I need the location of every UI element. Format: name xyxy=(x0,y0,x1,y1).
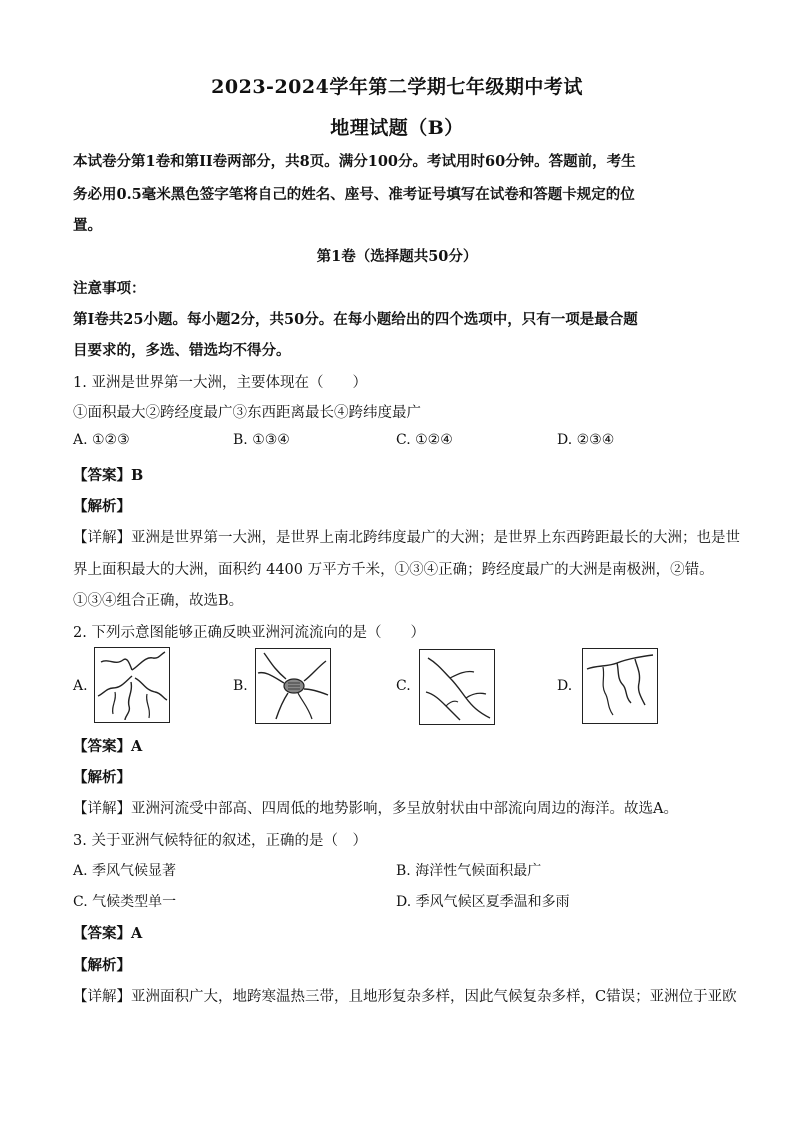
q3-option-a: A. 季风气候显著 xyxy=(73,863,177,879)
q2-analysis: 【解析】 xyxy=(73,769,131,786)
exam-subtitle: 地理试题（B） xyxy=(330,117,464,139)
map-d-rivers xyxy=(583,649,657,723)
q2-answer: 【答案】A xyxy=(73,738,143,755)
exam-title: 2023-2024学年第二学期七年级期中考试 xyxy=(211,76,583,98)
q1-analysis: 【解析】 xyxy=(73,498,131,515)
q2-map-c xyxy=(419,649,495,725)
q1-option-a: A. ①②③ xyxy=(73,432,130,448)
q3-option-b: B. 海洋性气候面积最广 xyxy=(396,863,542,879)
q2-option-c-label: C. xyxy=(396,678,411,694)
notice-title: 注意事项： xyxy=(73,280,146,297)
map-a-rivers xyxy=(95,648,169,722)
map-c-rivers xyxy=(420,650,494,724)
q1-option-d: D. ②③④ xyxy=(557,432,615,448)
q2-option-a-label: A. xyxy=(73,678,88,694)
q1-answer: 【答案】B xyxy=(73,467,144,484)
q2-stem: 2. 下列示意图能够正确反映亚洲河流流向的是（ ） xyxy=(73,625,425,641)
q3-option-d: D. 季风气候区夏季温和多雨 xyxy=(396,894,570,910)
map-b-rivers xyxy=(256,649,330,723)
q3-answer: 【答案】A xyxy=(73,925,143,942)
intro-line-2: 务必用0.5毫米黑色签字笔将自己的姓名、座号、准考证号填写在试卷和答题卡规定的位 xyxy=(73,186,635,203)
q2-map-a xyxy=(94,647,170,723)
q3-detail-1: 【详解】亚洲面积广大，地跨寒温热三带，且地形复杂多样，因此气候复杂多样，C错误；亚洲位于亚欧 xyxy=(73,989,737,1005)
section-heading: 第1卷（选择题共50分） xyxy=(316,248,478,265)
q1-option-b: B. ①③④ xyxy=(233,432,290,448)
q1-stem: 1. 亚洲是世界第一大洲，主要体现在（ ） xyxy=(73,375,367,391)
q2-map-b xyxy=(255,648,331,724)
q3-stem: 3. 关于亚洲气候特征的叙述，正确的是（ ） xyxy=(73,833,367,849)
intro-line-3: 置。 xyxy=(73,217,102,234)
q1-items: ①面积最大②跨经度最广③东西距离最长④跨纬度最广 xyxy=(73,405,421,421)
notice-line-1: 第Ⅰ卷共25小题。每小题2分，共50分。在每小题给出的四个选项中，只有一项是最合题 xyxy=(73,311,638,328)
q2-option-b-label: B. xyxy=(233,678,248,694)
q3-analysis: 【解析】 xyxy=(73,957,131,974)
intro-line-1: 本试卷分第1卷和第II卷两部分，共8页。满分100分。考试用时60分钟。答题前，考生 xyxy=(73,153,636,170)
q2-option-d-label: D. xyxy=(557,678,573,694)
q1-option-c: C. ①②④ xyxy=(396,432,453,448)
q1-detail-1: 【详解】亚洲是世界第一大洲，是世界上南北跨纬度最广的大洲；是世界上东西跨距最长的大洲；也是世 xyxy=(73,530,740,546)
q1-detail-3: ①③④组合正确，故选B。 xyxy=(73,593,244,609)
q2-map-d xyxy=(582,648,658,724)
q3-option-c: C. 气候类型单一 xyxy=(73,894,177,910)
notice-line-2: 目要求的，多选、错选均不得分。 xyxy=(73,342,291,359)
q2-detail-1: 【详解】亚洲河流受中部高、四周低的地势影响，多呈放射状由中部流向周边的海洋。故选A。 xyxy=(73,801,678,817)
q1-detail-2: 界上面积最大的大洲，面积约 4400 万平方千米，①③④正确；跨经度最广的大洲是南极洲，②错。 xyxy=(73,562,714,578)
